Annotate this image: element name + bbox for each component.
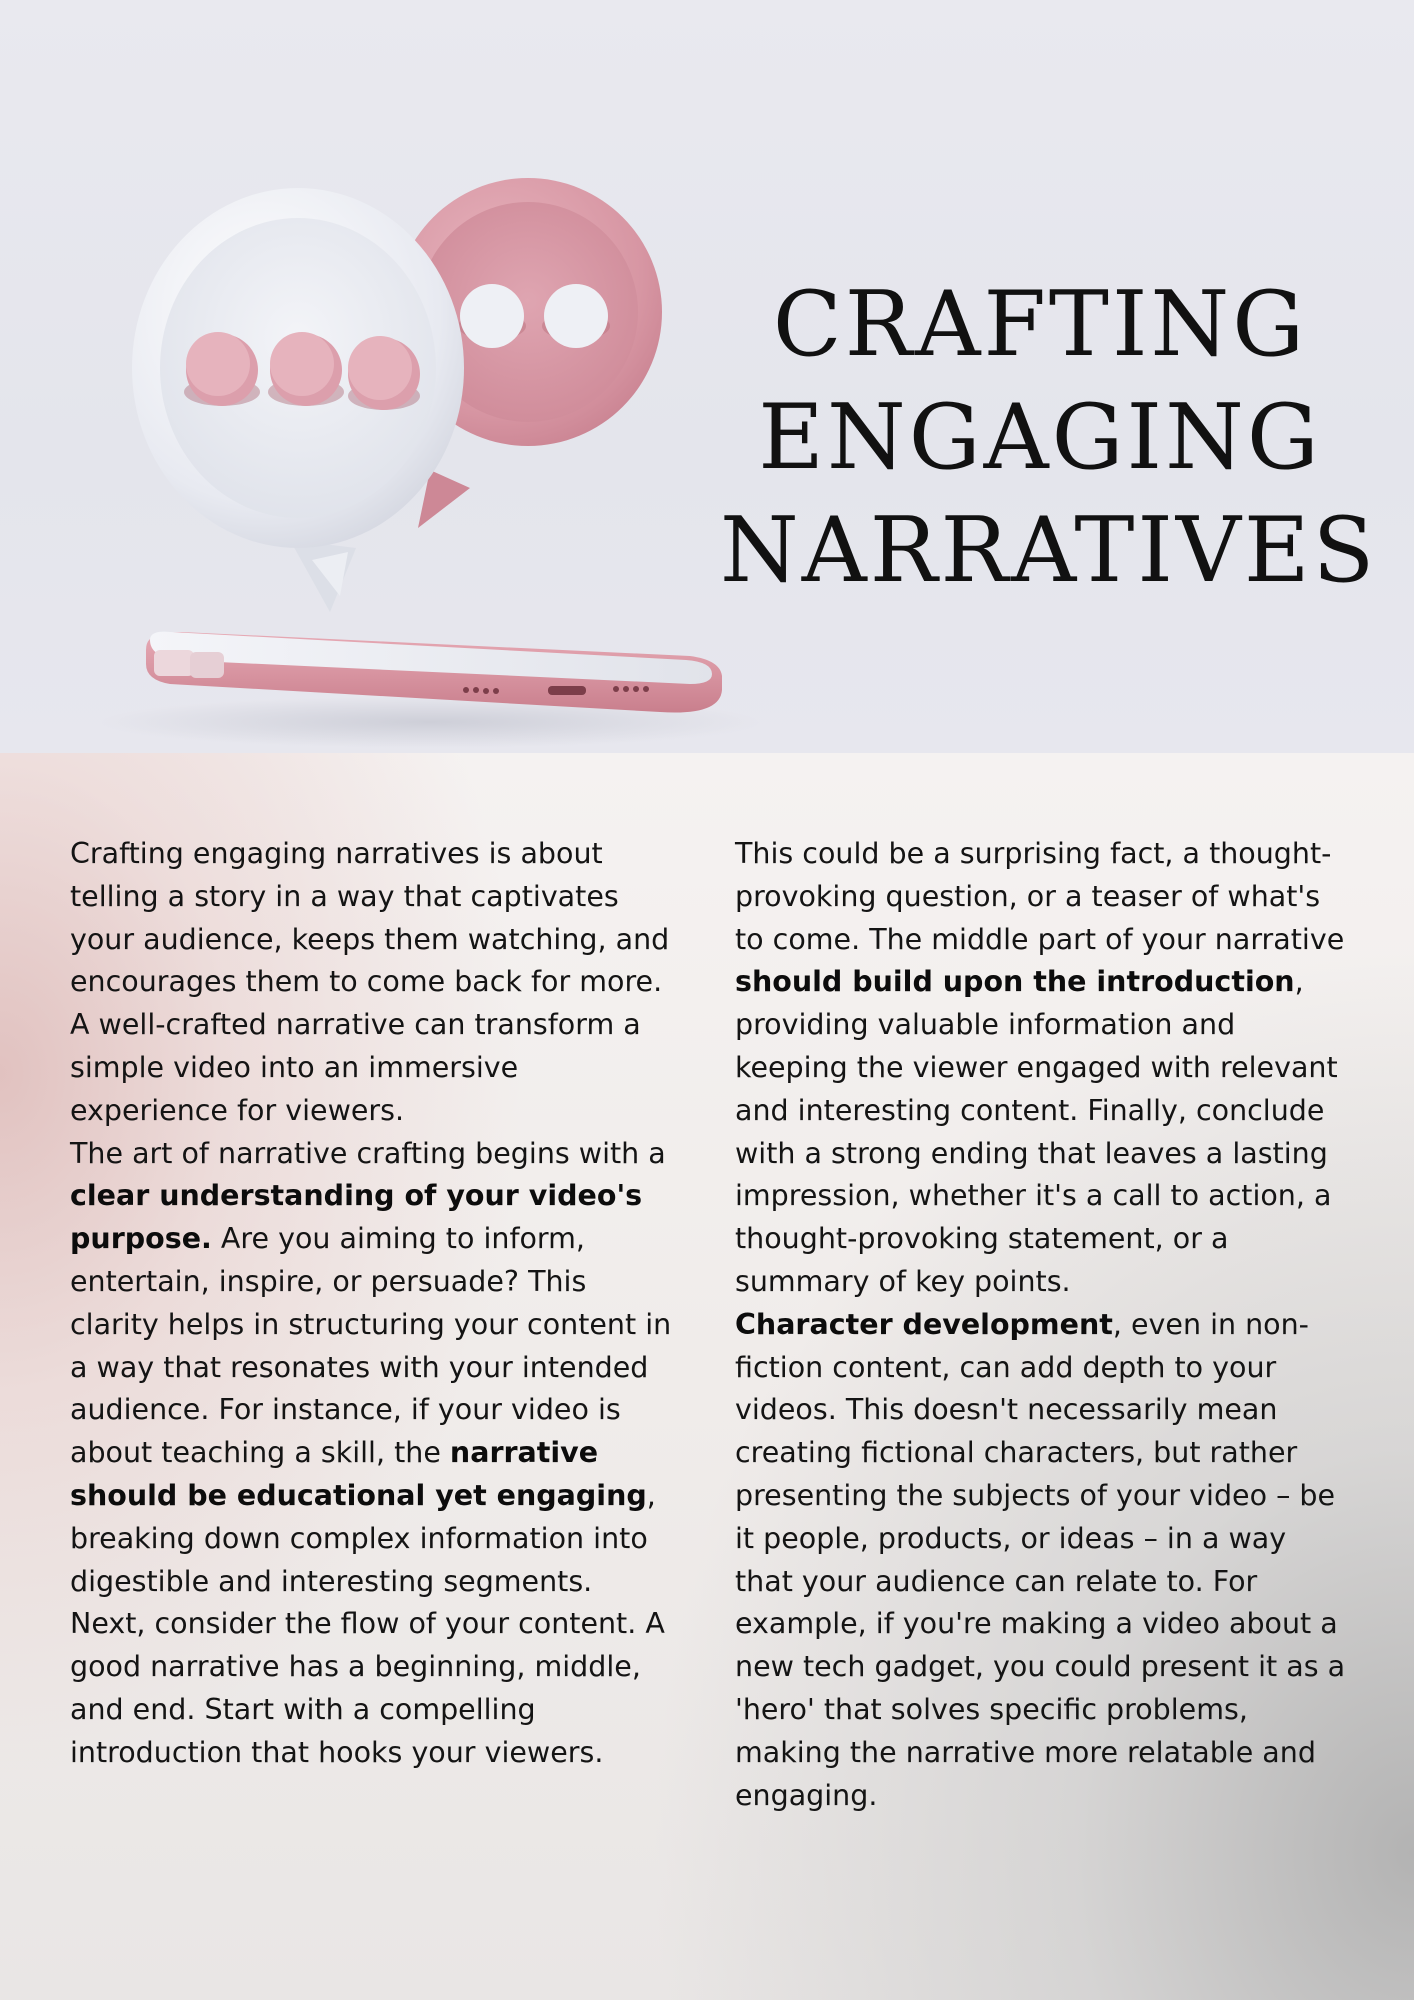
left-column [70,833,682,1775]
purpose-highlight: clear understanding of your video's purpose. [70,1179,643,1256]
structure-text-1: This could be a surprising fact, a thought-provoking question, or a teaser of what's to come. The middle part of your narrative [735,837,1345,956]
intro-paragraph [70,833,682,1133]
purpose-text-1: The art of narrative crafting begins with a [70,1136,666,1170]
title-line-2: ENGAGING [758,385,1322,490]
purpose-text-3: , breaking down complex information into digestible and interesting segments. [70,1478,656,1598]
flow-paragraph [70,1603,682,1774]
purpose-paragraph [70,1133,682,1604]
structure-text-2: , providing valuable information and keeping the viewer engaged with relevant and interesting content. Finally, conclude with a strong ending that leaves a lasting impression, whether it's a call to action, a thought-provoking statement, or a summary of key points. [735,965,1338,1298]
right-column [735,833,1347,1817]
character-text: , even in non-fiction content, can add depth to your videos. This doesn't necessarily mean creating fictional characters, but rather presenting the subjects of your video – be it people, products, or ideas – in a way that your audience can relate to. For example, if you're making a video about a new tech gadget, you could present it as a 'hero' that solves specific problems, making the narrative more relatable and engaging. [735,1307,1346,1812]
build-highlight: should build upon the introduction [735,965,1295,999]
article-body [0,753,1414,2000]
hero-banner [0,0,1414,753]
character-paragraph [735,1304,1347,1818]
character-highlight: Character development [735,1307,1113,1341]
title-line-3: NARRATIVES [720,498,1378,603]
chat-phone-illustration [0,0,760,753]
page-title [720,268,1378,607]
title-line-1: CRAFTING [772,272,1308,377]
intro-text: Crafting engaging narratives is about telling a story in a way that captivates your audience, keeps them watching, and encourages them to come back for more. A well-crafted narrative can transform a simple video into an immersive experience for viewers. [70,837,670,1127]
white-chat-bubble-icon [132,188,464,612]
educational-highlight: narrative should be educational yet engaging [70,1436,647,1512]
structure-paragraph [735,833,1347,1304]
flow-text: Next, consider the flow of your content. A good narrative has a beginning, middle, and end. Start with a compelling introduction that hooks your viewers. [70,1607,665,1769]
purpose-text-2: Are you aiming to inform, entertain, inspire, or persuade? This clarity helps in structuring your content in a way that resonates with your intended audience. For instance, if your video is about teaching a skill, the [70,1222,672,1470]
